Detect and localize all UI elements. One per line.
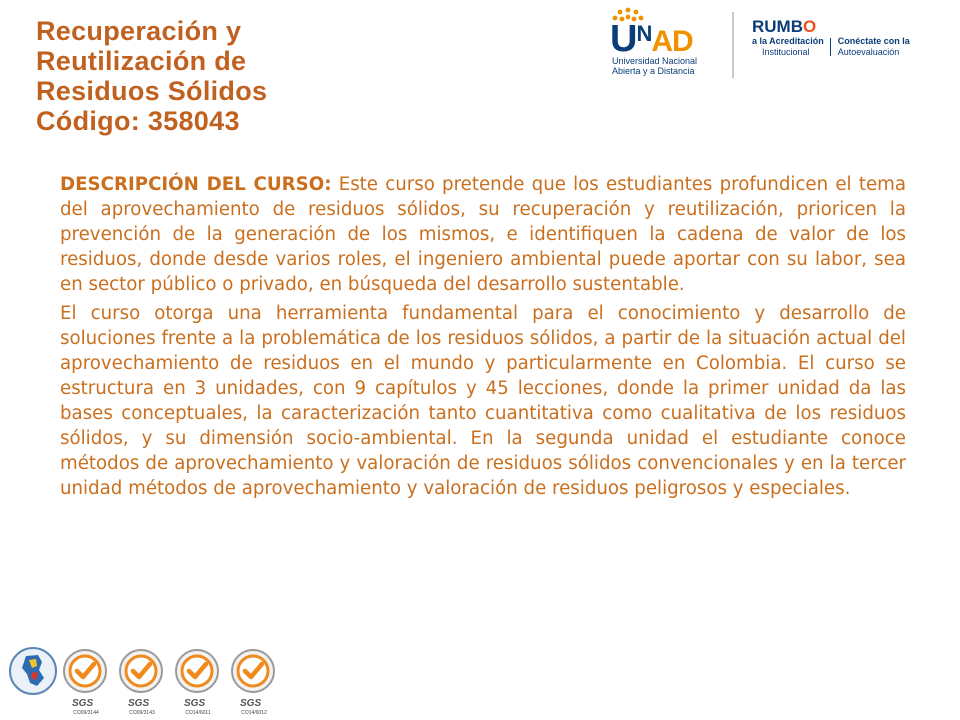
unad-wordmark: $U^NAD$ (610, 18, 693, 60)
header-logos (596, 4, 936, 84)
description-label: DESCRIPCIÓN DEL CURSO: (60, 174, 332, 195)
title-line: Código: 358043 (36, 106, 240, 136)
sgs-label: SGS (240, 698, 262, 709)
sgs-label: SGS (72, 698, 94, 709)
sgs-label: SGS (184, 698, 206, 709)
cert-code: CO14/6012 (241, 710, 267, 716)
check-seal-icon (174, 648, 220, 694)
title-line: Reutilización de (36, 46, 247, 76)
rumbo-wordmark: RUMBO (752, 17, 817, 36)
cert-code: CO09/3144 (73, 710, 99, 716)
title-line: Recuperación y (36, 16, 242, 46)
paragraph-structure: El curso otorga una herramienta fundamental para el conocimiento y desarrollo de soluciones frente a la problemática de los residuos sólidos, a partir de la situación actual del aprovechamiento de residuos en el mundo y particularmente en Colombia. El curso se estructura en 3 unidades, con 9 capítulos y 45 lecciones, donde la primer unidad da las bases conceptuales, la caracterización tanto cuantitativa como cualitativa de los residuos sólidos, y su dimensión socio-ambiental. En la segunda unidad el estudiante conoce métodos de aprovechamiento y valoración de residuos sólidos convencionales y en la tercer unidad métodos de aprovechamiento y valoración de residuos peligrosos y especiales. (60, 303, 906, 499)
certification-badge (116, 640, 168, 720)
logo-divider (732, 12, 734, 78)
unad-logo (604, 4, 714, 84)
rumbo-subtitle: a la Acreditación Institucional Conéctate con la Autoevaluación (752, 36, 910, 57)
course-description (60, 172, 906, 505)
paragraph-description (60, 172, 906, 297)
check-seal-icon (118, 648, 164, 694)
description-text: Este curso pretende que los estudiantes profundicen el tema del aprovechamiento de residuos sólidos, su recuperación y reutilización, prioricen la prevención de la generación de los mismos, e identifiquen la cadena de valor de los residuos, donde desde varios roles, el ingeniero ambiental puede aportar con su labor, sea en sector público o privado, en búsqueda del desarrollo sustentable. (60, 174, 906, 295)
unad-subtitle: Universidad Nacional Abierta y a Distancia (612, 56, 698, 76)
certification-badge (228, 640, 280, 720)
check-seal-icon (230, 648, 276, 694)
cert-code: CO14/6011 (185, 710, 211, 716)
check-seal-icon (62, 648, 108, 694)
certification-badge (172, 640, 224, 720)
certification-badge (60, 640, 112, 720)
rumbo-logo (752, 18, 932, 78)
colombia-map-seal-icon (8, 646, 58, 696)
cert-code: CO09/3143 (129, 710, 155, 716)
slide-title (36, 16, 596, 136)
sgs-label: SGS (128, 698, 150, 709)
certification-strip (4, 640, 284, 720)
title-line: Residuos Sólidos (36, 76, 268, 106)
